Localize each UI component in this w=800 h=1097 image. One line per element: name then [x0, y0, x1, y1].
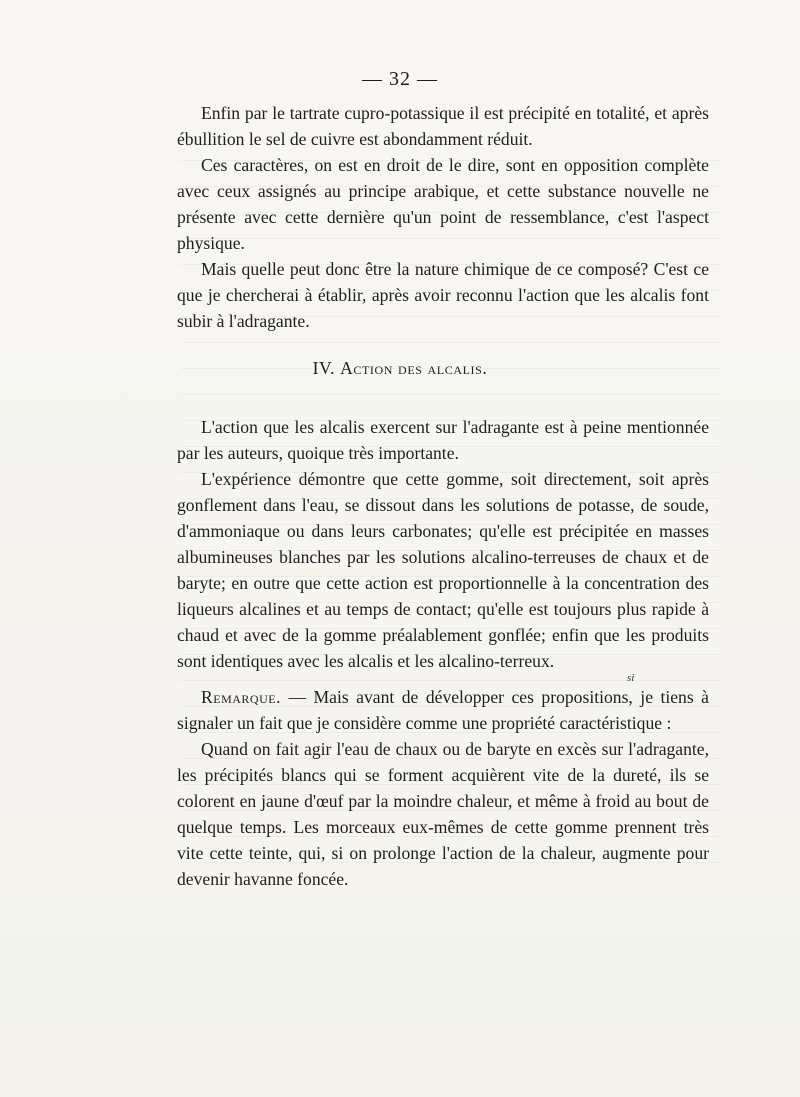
remark-paragraph — [177, 684, 709, 736]
text-block-top — [177, 100, 709, 334]
paragraph: Quand on fait agir l'eau de chaux ou de baryte en excès sur l'adragante, les précipités blancs qui se forment acquièrent vite de la dureté, ils se colorent en jaune d'œuf par la moindre chaleur, et même à froid au bout de quelque temps. Les morceaux eux-mêmes de cette gomme prennent très vite cette teinte, qui, si on prolonge l'action de la chaleur, augmente pour devenir havanne foncée. — [177, 739, 709, 889]
section-numeral: IV. — [312, 358, 336, 378]
paragraph: Enfin par le tartrate cupro-potassique il est précipité en totalité, et après ébullition le sel de cuivre est abondamment réduit. — [177, 103, 709, 149]
paragraph: Mais quelle peut donc être la nature chimique de ce composé? C'est ce que je chercherai à établir, après avoir reconnu l'action que les alcalis font subir à l'adragante. — [177, 259, 709, 331]
section-title: Action des alcalis. — [340, 358, 488, 378]
remark-text: — Mais avant de développer ces propositions, je tiens à signaler un fait que je considère comme une propriété caractéristique : — [177, 687, 709, 733]
section-heading — [0, 358, 800, 379]
handwritten-correction: si — [627, 672, 635, 684]
paragraph: L'expérience démontre que cette gomme, soit directement, soit après gonflement dans l'eau, se dissout dans les solutions de potasse, de soude, d'ammoniaque ou dans leurs carbonates; qu'elle est précipitée en masses albumineuses blanches par les solutions alcalino-terreuses de chaux et de baryte; en outre que cette action est proportionnelle à la concentration des liqueurs alcalines et au temps de contact; qu'elle est toujours plus rapide à chaud et avec de la gomme préalablement gonflée; enfin que les produits sont identiques avec les alcalis et les alcalino-terreux. — [177, 469, 709, 671]
remark-label: Remarque. — [201, 687, 281, 707]
paragraph: L'action que les alcalis exercent sur l'adragante est à peine mentionnée par les auteurs, quoique très importante. — [177, 417, 709, 463]
page-number: — 32 — — [362, 68, 438, 90]
paragraph: Ces caractères, on est en droit de le dire, sont en opposition complète avec ceux assignés au principe arabique, et cette substance nouvelle ne présente avec cette dernière qu'un point de ressemblance, c'est l'aspect physique. — [177, 155, 709, 253]
text-block-bottom — [177, 414, 709, 892]
